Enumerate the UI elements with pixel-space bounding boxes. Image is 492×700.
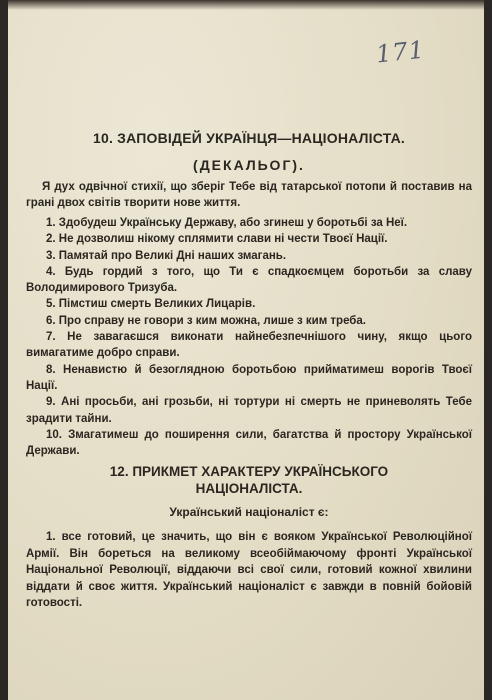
commandments-list <box>26 215 472 459</box>
commandment-item: 2. Не дозволиш нікому сплямити слави ні чести Твоєї Нації. <box>46 233 388 246</box>
section-paragraph: 1. все готовий, це значить, що він є вояком Української Революційної Армії. Він бореться на великому всеобіймаючому фронті Української Національної Революції, віддаючи всі свої сили, готовий кожної хвилини віддати й своє життя. Український націоналіст є завжди в повній бойовій готовості. <box>26 531 472 610</box>
section-heading: Український націоналіст є: <box>169 505 329 520</box>
document-title: 10. ЗАПОВІДЕЙ УКРАЇНЦЯ—НАЦІОНАЛІСТА. <box>93 130 405 146</box>
commandment-item: 3. Памятай про Великі Дні наших змагань. <box>46 249 287 262</box>
commandment-item: 7. Не завагаєшся виконати найнебезпечнішого чину, якщо цього вимагатиме добро справи. <box>26 331 472 360</box>
document-body <box>26 128 472 612</box>
page-edge-shadow <box>8 0 484 10</box>
commandment-item: 5. Пімстиш смерть Великих Лицарів. <box>46 298 256 311</box>
section-title: 12. ПРИКМЕТ ХАРАКТЕРУ УКРАЇНСЬКОГО НАЦІОНАЛІСТА. <box>109 464 389 497</box>
commandment-item: 8. Ненавистю й безоглядною боротьбою прийматимеш ворогів Твоєї Нації. <box>26 363 472 392</box>
commandment-item: 4. Будь гордий з того, що Ти є спадкоємцем боротьби за славу Володимирового Тризуба. <box>26 265 472 295</box>
commandment-item: 9. Ані просьби, ані грозьби, ні тортури ні смерть не приневолять Тебе зрадити тайни. <box>26 396 472 425</box>
document-page <box>8 0 484 700</box>
intro-paragraph: Я дух одвічної стихії, що зберіг Тебе від татарської потопи й поставив на грані двох світів творити нове життя. <box>26 181 472 209</box>
commandment-item: 6. Про справу не говори з ким можна, лише з ким треба. <box>46 314 367 327</box>
handwritten-page-number: 171 <box>374 35 427 69</box>
commandment-item: 1. Здобудеш Українську Державу, або згинеш у боротьбі за Неї. <box>46 217 408 229</box>
commandment-item: 10. Змагатимеш до поширення сили, багатства й простору Української Держави. <box>26 428 472 458</box>
document-subtitle: (ДЕКАЛЬОГ). <box>193 157 305 173</box>
